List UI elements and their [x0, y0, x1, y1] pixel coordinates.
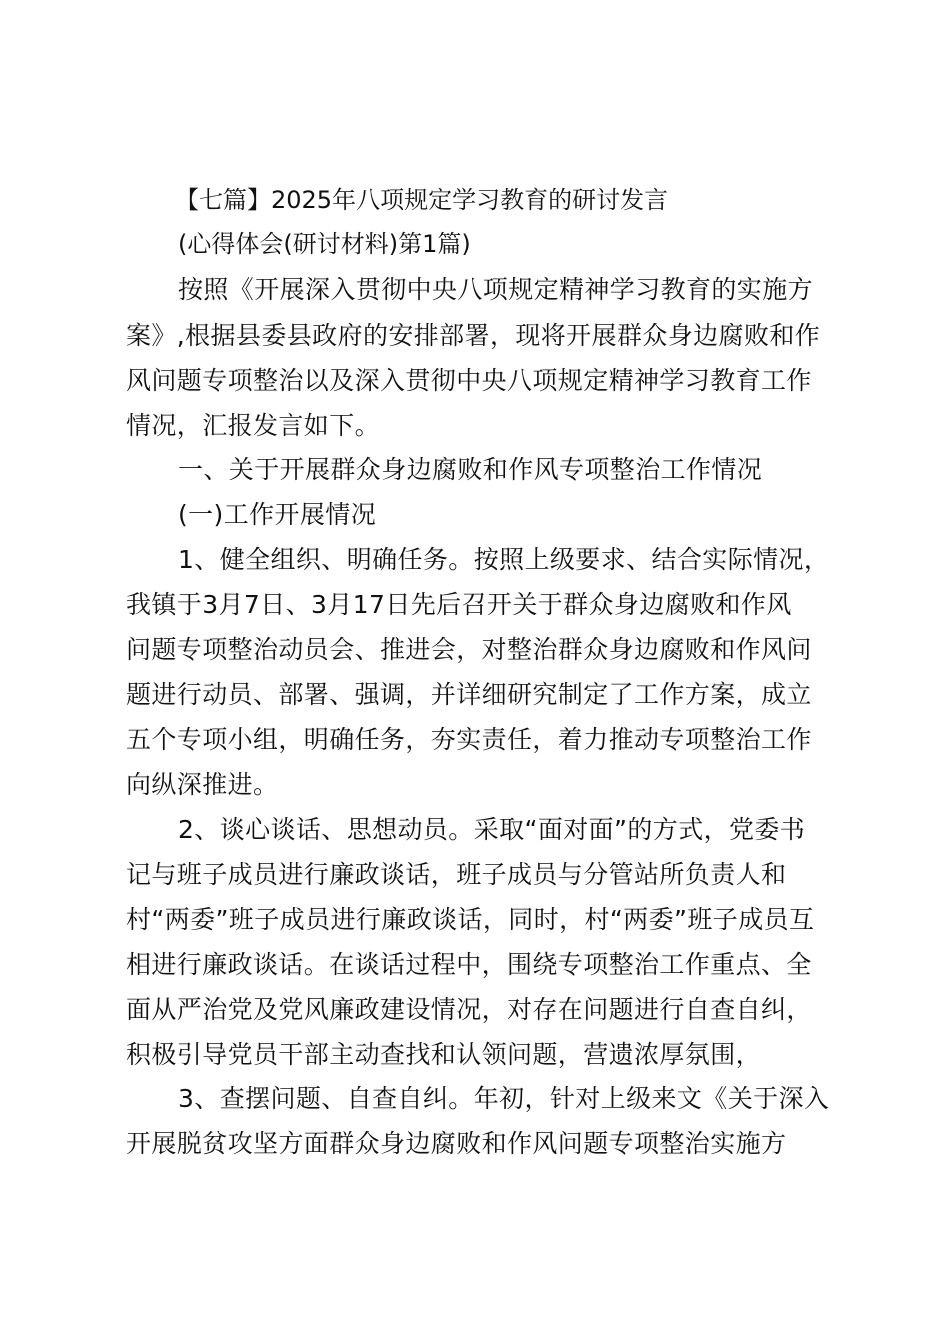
paragraph-line: 风问题专项整治以及深入贯彻中央八项规定精神学习教育工作: [126, 366, 812, 395]
document-title: 【七篇】2025年八项规定学习教育的研讨发言: [175, 186, 669, 214]
paragraph-line: 2、谈心谈话、思想动员。采取“面对面”的方式，党委书: [178, 815, 806, 844]
paragraph-line: 五个专项小组，明确任务，夯实责任，着力推动专项整治工作: [126, 725, 812, 754]
paragraph-line: 我镇于3月7日、3月17日先后召开关于群众身边腐败和作风: [126, 590, 792, 619]
document-subtitle: (心得体会(研讨材料)第1篇): [178, 230, 471, 258]
section-heading: 一、关于开展群众身边腐败和作风专项整治工作情况: [178, 455, 763, 484]
paragraph-line: 问题专项整治动员会、推进会，对整治群众身边腐败和作风问: [126, 635, 812, 664]
paragraph-line: 按照《开展深入贯彻中央八项规定精神学习教育的实施方: [178, 275, 814, 304]
paragraph-line: 情况，汇报发言如下。: [126, 411, 381, 440]
paragraph-line: 3、查摆问题、自查自纠。年初，针对上级来文《关于深入: [178, 1084, 830, 1113]
paragraph-line: 相进行廉政谈话。在谈话过程中，围绕专项整治工作重点、全: [126, 950, 812, 979]
paragraph-line: 记与班子成员进行廉政谈话，班子成员与分管站所负责人和: [126, 860, 787, 889]
paragraph-line: 1、健全组织、明确任务。按照上级要求、结合实际情况，: [178, 545, 830, 574]
subsection-heading: (一)工作开展情况: [178, 500, 377, 529]
paragraph-line: 积极引导党员干部主动查找和认领问题，营遗浓厚氛围，: [126, 1040, 762, 1069]
paragraph-line: 村“两委”班子成员进行廉政谈话，同时，村“两委”班子成员互: [126, 905, 815, 934]
paragraph-line: 向纵深推进。: [126, 770, 279, 799]
paragraph-line: 案》,根据县委县政府的安排部署，现将开展群众身边腐败和作: [126, 321, 821, 350]
paragraph-line: 面从严治党及党风廉政建设情况，对存在问题进行自查自纠，: [126, 995, 812, 1024]
paragraph-line: 开展脱贫攻坚方面群众身边腐败和作风问题专项整治实施方: [126, 1129, 787, 1158]
paragraph-line: 题进行动员、部署、强调，并详细研究制定了工作方案，成立: [126, 680, 812, 709]
